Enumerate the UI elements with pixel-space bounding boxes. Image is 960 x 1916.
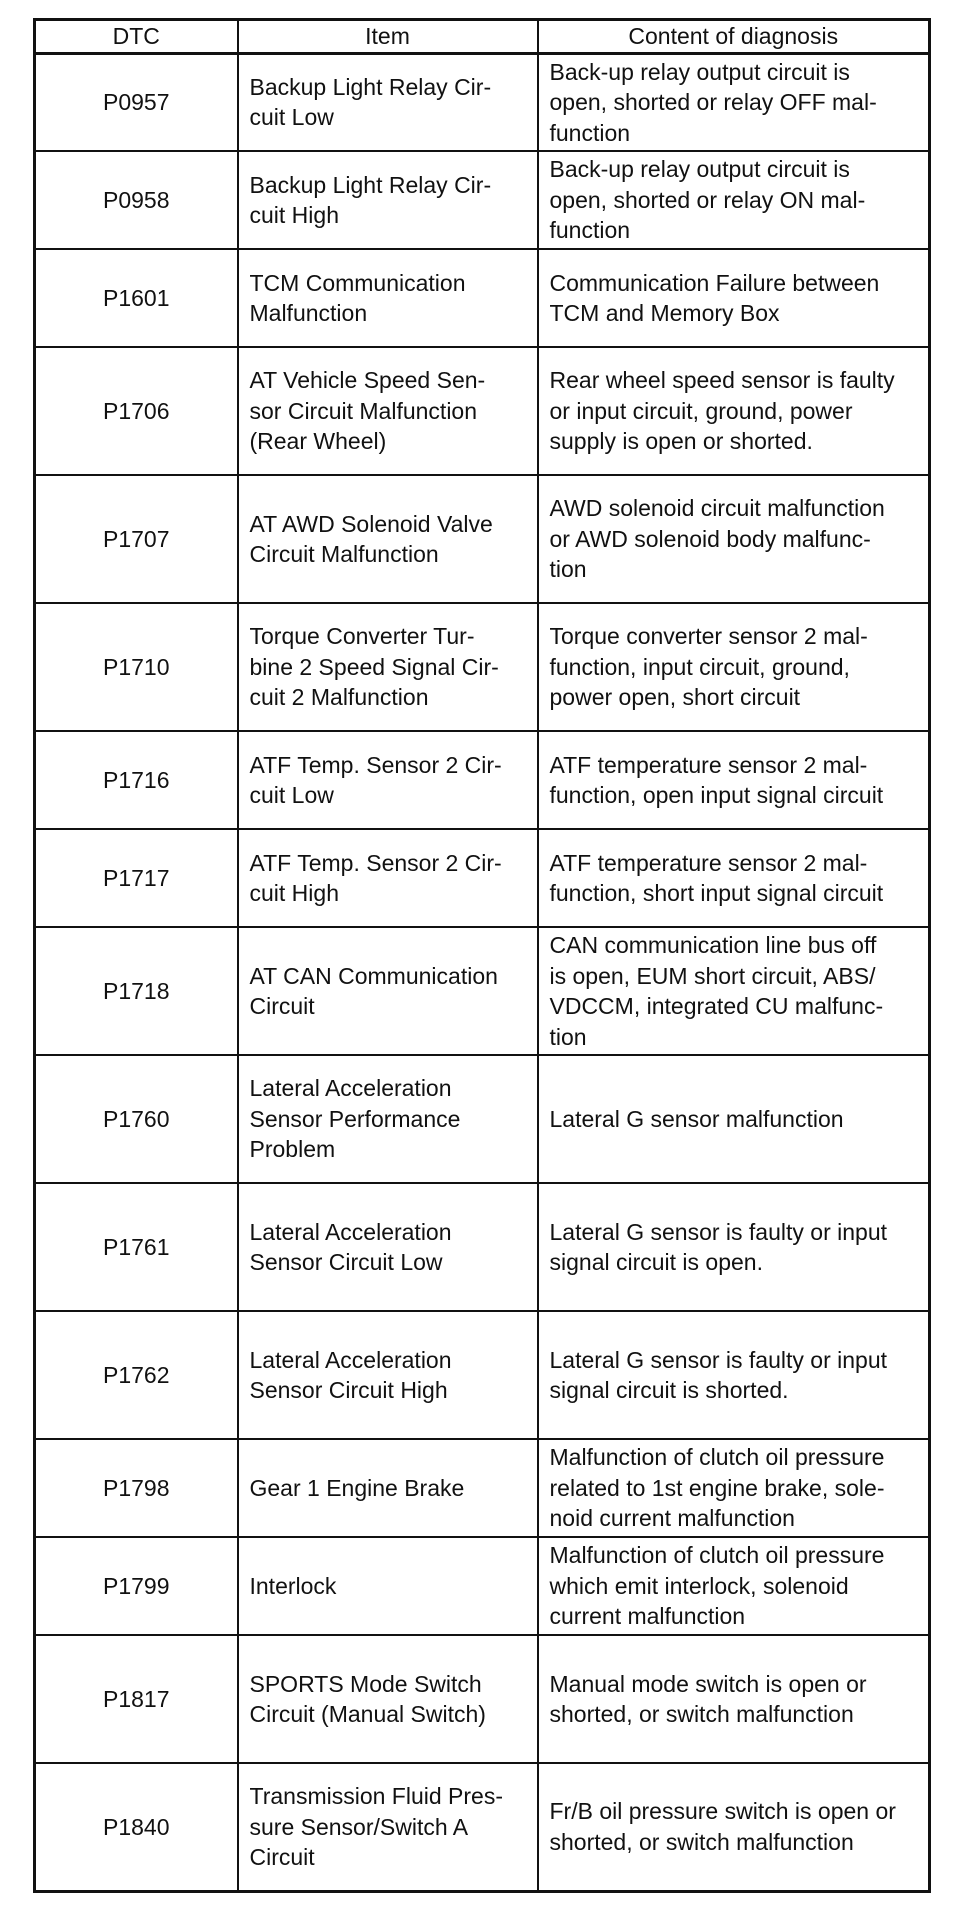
table-row	[35, 927, 930, 1055]
item-line: bine 2 Speed Signal Cir-	[249, 653, 499, 680]
diagnosis-line: open, shorted or relay ON mal-	[549, 186, 866, 213]
diagnosis-line: signal circuit is shorted.	[549, 1377, 789, 1403]
diagnosis-cell	[538, 1537, 930, 1635]
item-line: sor Circuit Malfunction	[249, 397, 478, 424]
item-line: Interlock	[249, 1572, 337, 1599]
item-line: (Rear Wheel)	[249, 428, 387, 455]
item-cell	[238, 347, 538, 475]
table-row	[35, 1763, 930, 1891]
item-cell	[238, 1537, 538, 1635]
item-line: Lateral Acceleration	[249, 1346, 452, 1373]
item-cell	[238, 151, 538, 249]
table-row	[35, 249, 930, 347]
diagnosis-line: Malfunction of clutch oil pressure	[549, 1542, 885, 1569]
table-body	[35, 53, 930, 1891]
diagnosis-line: Back-up relay output circuit is	[549, 156, 850, 183]
diagnosis-line: shorted, or switch malfunction	[549, 1701, 854, 1727]
diagnosis-line: current malfunction	[549, 1603, 746, 1630]
item-line: Circuit (Manual Switch)	[249, 1701, 486, 1727]
diagnosis-line: AWD solenoid circuit malfunction	[549, 495, 885, 522]
dtc-code-cell: P1760	[35, 1055, 238, 1183]
dtc-code-cell: P1716	[35, 731, 238, 829]
dtc-code-cell: P1706	[35, 347, 238, 475]
diagnosis-cell	[538, 1183, 930, 1311]
diagnosis-line: or AWD solenoid body malfunc-	[549, 525, 871, 552]
diagnosis-line: Lateral G sensor is faulty or input	[549, 1346, 887, 1373]
item-line: AT CAN Communication	[249, 962, 498, 989]
diagnosis-line: noid current malfunction	[549, 1505, 795, 1532]
item-cell	[238, 475, 538, 603]
item-line: Malfunction	[249, 300, 368, 326]
item-line: Sensor Circuit High	[249, 1377, 448, 1403]
diagnosis-line: Torque converter sensor 2 mal-	[549, 623, 868, 650]
diagnosis-line: open, shorted or relay OFF mal-	[549, 89, 877, 115]
diagnosis-line: tion	[549, 556, 587, 583]
diagnosis-line: function, input circuit, ground,	[549, 653, 850, 680]
item-cell	[238, 1311, 538, 1439]
diagnosis-cell	[538, 475, 930, 603]
diagnosis-cell	[538, 1763, 930, 1891]
item-cell	[238, 731, 538, 829]
dtc-code-cell: P0957	[35, 53, 238, 151]
table-row	[35, 1183, 930, 1311]
item-line: cuit High	[249, 202, 339, 228]
table-row	[35, 1311, 930, 1439]
item-cell	[238, 1763, 538, 1891]
diagnosis-line: Fr/B oil pressure switch is open or	[549, 1798, 896, 1825]
item-line: Backup Light Relay Cir-	[249, 73, 492, 100]
dtc-code-cell: P1798	[35, 1439, 238, 1537]
diagnosis-line: which emit interlock, solenoid	[549, 1572, 849, 1599]
dtc-code-cell: P1762	[35, 1311, 238, 1439]
dtc-code-cell: P1707	[35, 475, 238, 603]
item-cell	[238, 603, 538, 731]
table-header-row	[35, 20, 930, 54]
diagnosis-line: Back-up relay output circuit is	[549, 58, 850, 85]
item-line: Circuit Malfunction	[249, 541, 439, 567]
diagnosis-cell	[538, 249, 930, 347]
item-line: Sensor Circuit Low	[249, 1249, 443, 1275]
dtc-code-cell: P1840	[35, 1763, 238, 1891]
item-cell	[238, 927, 538, 1055]
header-item: Item	[238, 20, 538, 54]
diagnosis-cell	[538, 731, 930, 829]
diagnosis-cell	[538, 603, 930, 731]
diagnosis-cell	[538, 347, 930, 475]
table-row	[35, 603, 930, 731]
dtc-code-cell: P1718	[35, 927, 238, 1055]
diagnosis-cell	[538, 1635, 930, 1763]
diagnosis-line: ATF temperature sensor 2 mal-	[549, 849, 868, 876]
diagnosis-cell	[538, 927, 930, 1055]
dtc-code-cell: P1601	[35, 249, 238, 347]
diagnosis-line: tion	[549, 1023, 587, 1050]
dtc-table	[33, 18, 931, 1893]
diagnosis-line: Manual mode switch is open or	[549, 1670, 867, 1697]
diagnosis-cell	[538, 1055, 930, 1183]
item-line: TCM Communication	[249, 269, 466, 296]
item-line: Backup Light Relay Cir-	[249, 171, 492, 198]
item-line: Circuit	[249, 993, 315, 1019]
diagnosis-line: TCM and Memory Box	[549, 300, 780, 326]
item-line: AT AWD Solenoid Valve	[249, 510, 493, 537]
item-line: SPORTS Mode Switch	[249, 1670, 482, 1697]
diagnosis-line: shorted, or switch malfunction	[549, 1828, 854, 1855]
item-cell	[238, 1635, 538, 1763]
diagnosis-line: Lateral G sensor malfunction	[549, 1105, 844, 1132]
item-cell	[238, 1183, 538, 1311]
diagnosis-line: supply is open or shorted.	[549, 428, 813, 455]
header-dtc: DTC	[35, 20, 238, 54]
item-line: Problem	[249, 1136, 336, 1163]
header-content: Content of diagnosis	[538, 20, 930, 54]
diagnosis-line: function, open input signal circuit	[549, 782, 884, 808]
diagnosis-cell	[538, 151, 930, 249]
dtc-code-cell: P1817	[35, 1635, 238, 1763]
diagnosis-line: VDCCM, integrated CU malfunc-	[549, 993, 884, 1019]
diagnosis-line: signal circuit is open.	[549, 1249, 763, 1275]
item-line: Lateral Acceleration	[249, 1218, 452, 1245]
item-line: Sensor Performance	[249, 1105, 461, 1132]
item-line: Lateral Acceleration	[249, 1075, 452, 1102]
diagnosis-line: CAN communication line bus off	[549, 932, 877, 958]
dtc-code-cell: P1761	[35, 1183, 238, 1311]
item-line: ATF Temp. Sensor 2 Cir-	[249, 751, 502, 778]
table-row	[35, 1635, 930, 1763]
diagnosis-line: Malfunction of clutch oil pressure	[549, 1444, 885, 1471]
table-row	[35, 475, 930, 603]
table-row	[35, 347, 930, 475]
dtc-code-cell: P1710	[35, 603, 238, 731]
item-line: AT Vehicle Speed Sen-	[249, 367, 486, 394]
table-row	[35, 829, 930, 927]
item-line: cuit High	[249, 880, 339, 906]
diagnosis-line: ATF temperature sensor 2 mal-	[549, 751, 868, 778]
item-line: cuit Low	[249, 782, 334, 808]
item-cell	[238, 53, 538, 151]
table-row	[35, 1439, 930, 1537]
diagnosis-cell	[538, 829, 930, 927]
diagnosis-line: power open, short circuit	[549, 684, 801, 711]
diagnosis-line: function	[549, 119, 631, 146]
diagnosis-cell	[538, 53, 930, 151]
item-cell	[238, 1439, 538, 1537]
dtc-code-cell: P1717	[35, 829, 238, 927]
diagnosis-line: function, short input signal circuit	[549, 880, 884, 906]
diagnosis-cell	[538, 1439, 930, 1537]
dtc-code-cell: P0958	[35, 151, 238, 249]
item-line: ATF Temp. Sensor 2 Cir-	[249, 849, 502, 876]
item-line: cuit 2 Malfunction	[249, 684, 429, 711]
item-line: Circuit	[249, 1844, 315, 1870]
diagnosis-line: Lateral G sensor is faulty or input	[549, 1218, 887, 1245]
table-row	[35, 1537, 930, 1635]
item-cell	[238, 1055, 538, 1183]
diagnosis-line: function	[549, 217, 631, 244]
item-line: Transmission Fluid Pres-	[249, 1783, 503, 1809]
item-line: sure Sensor/Switch A	[249, 1813, 469, 1840]
item-cell	[238, 249, 538, 347]
item-line: cuit Low	[249, 104, 334, 131]
item-line: Gear 1 Engine Brake	[249, 1474, 465, 1501]
diagnosis-line: or input circuit, ground, power	[549, 397, 853, 424]
table-row	[35, 731, 930, 829]
diagnosis-line: Rear wheel speed sensor is faulty	[549, 367, 895, 394]
item-cell	[238, 829, 538, 927]
diagnosis-line: Communication Failure between	[549, 269, 880, 296]
table-row	[35, 53, 930, 151]
diagnosis-line: related to 1st engine brake, sole-	[549, 1474, 885, 1501]
diagnosis-cell	[538, 1311, 930, 1439]
dtc-code-cell: P1799	[35, 1537, 238, 1635]
table-row	[35, 151, 930, 249]
item-line: Torque Converter Tur-	[249, 623, 475, 650]
diagnosis-line: is open, EUM short circuit, ABS/	[549, 962, 876, 989]
table-row	[35, 1055, 930, 1183]
